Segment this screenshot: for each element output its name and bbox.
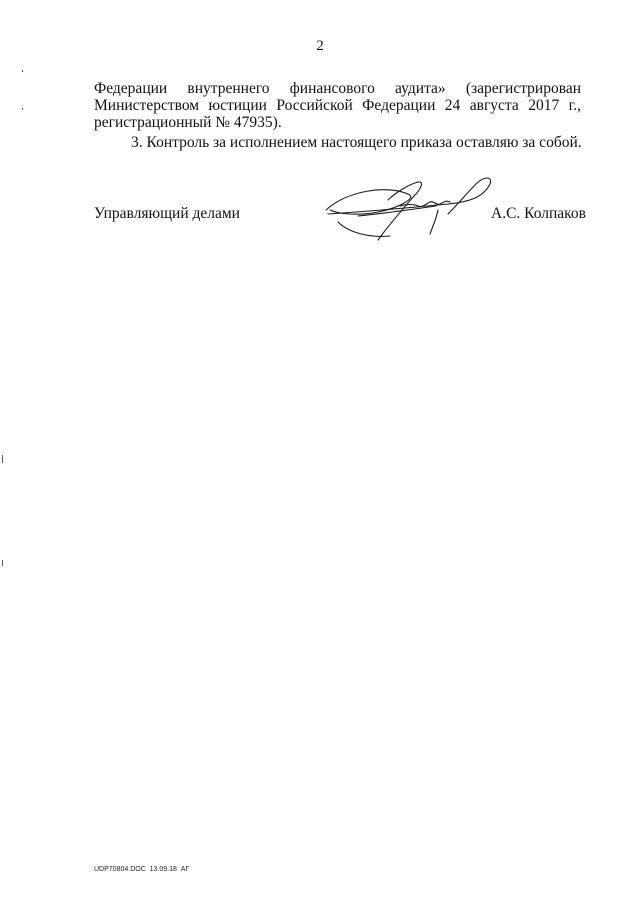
page-number: 2 <box>316 38 324 54</box>
paragraph-3: 3. Контроль за исполнением настоящего приказа оставляю за собой. <box>131 134 582 151</box>
paragraph-line-2 <box>94 97 581 114</box>
handwritten-signature <box>318 170 498 250</box>
signatory-name: А.С. Колпаков <box>491 205 586 222</box>
scan-margin-mark <box>22 70 23 72</box>
paragraph-line-1 <box>94 80 581 97</box>
scan-margin-mark <box>22 108 23 110</box>
text-line: регистрационный № 47935). <box>94 114 282 131</box>
document-footer: UDP70804.DOC 13.09.18 АГ <box>94 866 190 873</box>
signatory-title: Управляющий делами <box>94 205 240 222</box>
text-line: Федерации внутреннего финансового аудита» (зарегистрирован <box>94 80 581 97</box>
scan-margin-mark <box>2 455 3 463</box>
text-line: Министерством юстиции Российской Федерации 24 августа 2017 г., <box>94 97 581 114</box>
paragraph-line-3 <box>94 114 581 131</box>
scan-margin-mark <box>2 560 3 566</box>
